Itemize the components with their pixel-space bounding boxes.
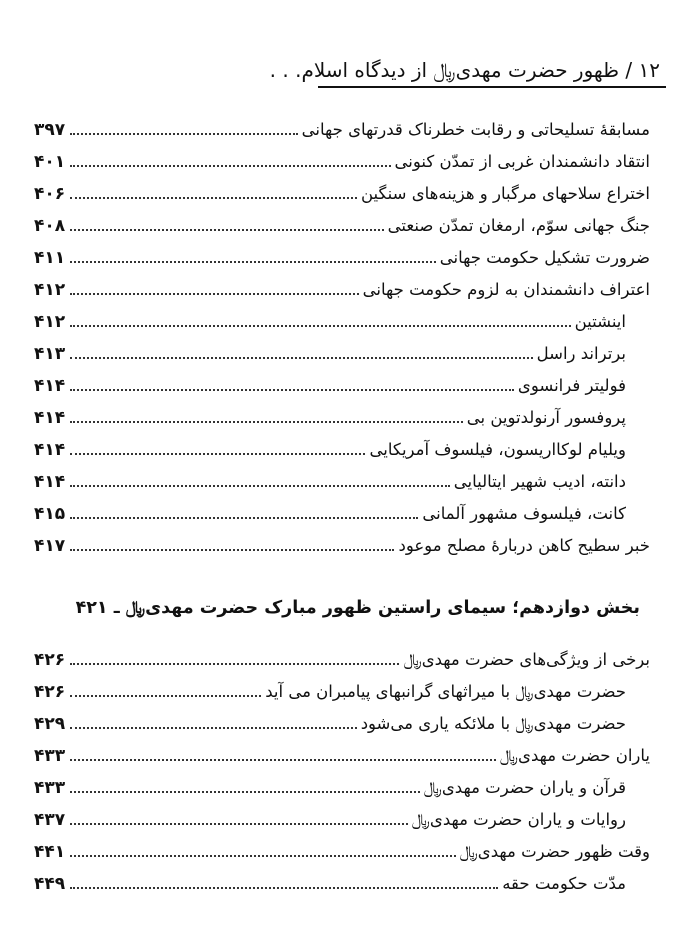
toc-entry-page: ۴۱۴ [34, 472, 66, 492]
dot-leader [70, 791, 420, 793]
toc-entry-page: ۴۱۲ [34, 280, 66, 300]
toc-entry-title: اختراع سلاحهای مرگبار و هزینه‌های سنگین [361, 184, 650, 203]
toc-entry-title: اینشتین [574, 312, 626, 331]
toc-entry-title: حضرت مهدی﷼ با ملائکه یاری می‌شود [360, 714, 626, 733]
dot-leader [70, 695, 261, 697]
toc-row [34, 435, 650, 461]
toc-entry-page: ۳۹۷ [34, 120, 66, 140]
toc-row [34, 499, 650, 525]
toc-entry-page: ۴۳۳ [34, 746, 66, 766]
toc-row [34, 179, 650, 205]
toc-entry-page: ۴۲۶ [34, 650, 66, 670]
dot-leader [70, 261, 436, 263]
toc-entry-page: ۴۱۴ [34, 376, 66, 396]
toc-entry-title: یاران حضرت مهدی﷼ [499, 746, 650, 765]
toc-entry-title: اعتراف دانشمندان به لزوم حکومت جهانی [362, 280, 650, 299]
dot-leader [70, 517, 418, 519]
toc-entry-page: ۴۴۱ [34, 842, 66, 862]
dot-leader [70, 823, 408, 825]
toc-entry-title: حضرت مهدی﷼ با میراثهای گرانبهای پیامبران می آید [265, 682, 626, 701]
dot-leader [70, 133, 298, 135]
dot-leader [70, 165, 391, 167]
dot-leader [70, 485, 450, 487]
section-heading [0, 598, 700, 628]
toc-entry-title: مسابقهٔ تسلیحاتی و رقابت خطرناک قدرتهای جهانی [301, 120, 650, 139]
toc-row [34, 837, 650, 863]
toc-entry-title: ضرورت تشکیل حکومت جهانی [439, 248, 650, 267]
toc-row [34, 243, 650, 269]
toc-row [34, 773, 650, 799]
dot-leader [70, 663, 399, 665]
toc-row [34, 115, 650, 141]
running-header [0, 54, 700, 88]
toc-entry-page: ۴۰۶ [34, 184, 66, 204]
toc-entry-title: قرآن و یاران حضرت مهدی﷼ [423, 778, 626, 797]
toc-row [34, 211, 650, 237]
toc-entry-page: ۴۰۸ [34, 216, 66, 236]
toc-entry-title: دانته، ادیب شهیر ایتالیایی [453, 472, 626, 491]
toc-row [34, 403, 650, 429]
dot-leader [70, 197, 357, 199]
toc-row [34, 531, 650, 557]
toc-row [34, 709, 650, 735]
dot-leader [70, 759, 496, 761]
toc-entry-page: ۴۱۷ [34, 536, 66, 556]
section-title: بخش دوازدهم؛ سیمای راستین ظهور مبارک حضرت مهدی﷼ ـ ۴۲۱ [75, 598, 640, 618]
toc-entry-title: فولیتر فرانسوی [517, 376, 626, 395]
header-text: ۱۲ / ظهور حضرت مهدی﷼ از دیدگاه اسلام. . . [269, 58, 660, 82]
dot-leader [70, 727, 357, 729]
toc-entry-title: خبر سطیح کاهن دربارهٔ مصلح موعود [398, 536, 650, 555]
toc-row [34, 805, 650, 831]
toc-entry-title: ویلیام لوکااریسون، فیلسوف آمریکایی [369, 440, 626, 459]
dot-leader [70, 421, 463, 423]
toc-entry-page: ۴۲۹ [34, 714, 66, 734]
toc-entry-title: وقت ظهور حضرت مهدی﷼ [459, 842, 650, 861]
toc-row [34, 147, 650, 173]
toc-row [34, 339, 650, 365]
toc-entry-page: ۴۱۳ [34, 344, 66, 364]
toc-entry-title: جنگ جهانی سوّم، ارمغان تمدّن صنعتی [387, 216, 650, 235]
toc-entry-title: برخی از ویژگی‌های حضرت مهدی﷼ [403, 650, 650, 669]
dot-leader [70, 357, 533, 359]
dot-leader [70, 549, 394, 551]
header-rule [318, 86, 666, 88]
toc-row [34, 741, 650, 767]
toc-entry-page: ۴۴۹ [34, 874, 66, 894]
toc-entry-page: ۴۳۷ [34, 810, 66, 830]
toc-row [34, 307, 650, 333]
toc-entry-title: مدّت حکومت حقه [502, 874, 626, 893]
toc-row [34, 677, 650, 703]
toc-row [34, 645, 650, 671]
toc-entry-page: ۴۱۵ [34, 504, 66, 524]
toc-row [34, 275, 650, 301]
toc-entry-page: ۴۱۲ [34, 312, 66, 332]
toc-entry-title: انتقاد دانشمندان غربی از تمدّن کنونی [394, 152, 650, 171]
dot-leader [70, 389, 514, 391]
toc-entry-page: ۴۳۳ [34, 778, 66, 798]
dot-leader [70, 229, 384, 231]
toc-entry-title: روایات و یاران حضرت مهدی﷼ [411, 810, 626, 829]
toc-row [34, 371, 650, 397]
dot-leader [70, 453, 365, 455]
dot-leader [70, 855, 456, 857]
toc-row [34, 467, 650, 493]
toc-entry-page: ۴۱۱ [34, 248, 66, 268]
dot-leader [70, 293, 359, 295]
toc-entry-page: ۴۲۶ [34, 682, 66, 702]
toc-entry-title: کانت، فیلسوف مشهور آلمانی [422, 504, 626, 523]
toc-entry-title: پروفسور آرنولدتوین بی [466, 408, 626, 427]
toc-entry-page: ۴۱۴ [34, 408, 66, 428]
dot-leader [70, 887, 498, 889]
dot-leader [70, 325, 571, 327]
toc-row [34, 869, 650, 895]
toc-entry-page: ۴۰۱ [34, 152, 66, 172]
toc-entry-page: ۴۱۴ [34, 440, 66, 460]
toc-entry-title: برتراند راسل [536, 344, 626, 363]
